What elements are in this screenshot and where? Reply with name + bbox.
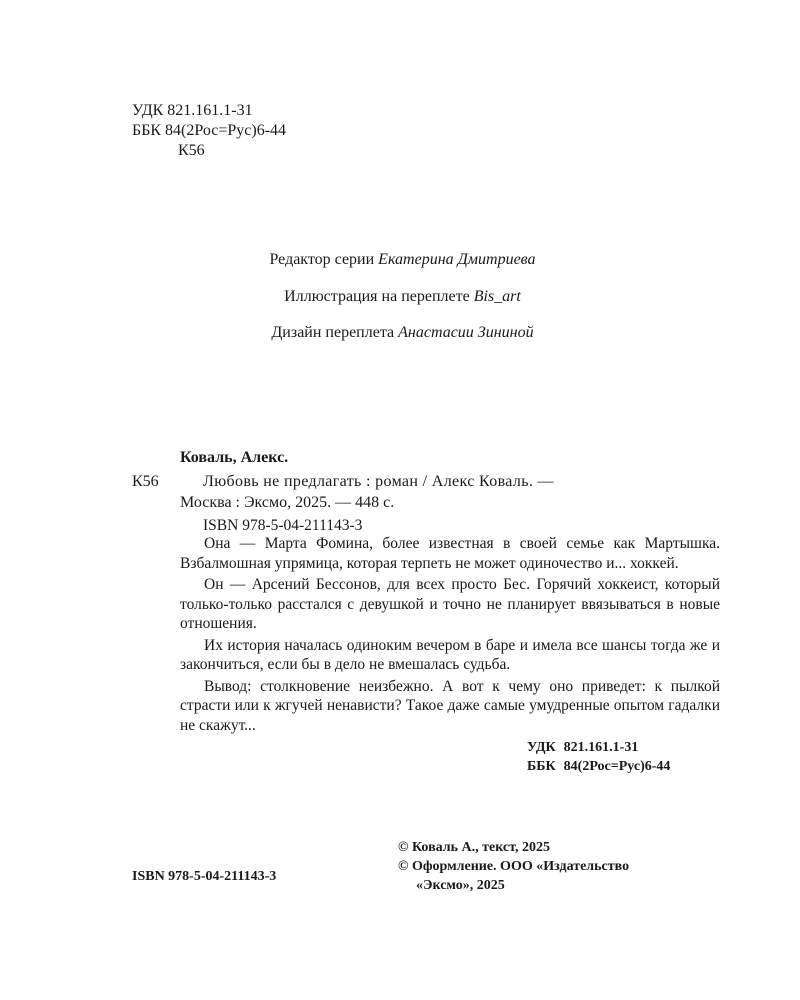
bbk-value: 84(2Рос=Рус)6-44 <box>563 759 671 774</box>
credit-person: Bis_art <box>473 288 521 305</box>
bbk-label: ББК <box>527 759 556 774</box>
bbk-code-bottom <box>527 757 670 776</box>
record-mark: К56 <box>132 473 159 490</box>
annotation-paragraph: Вывод: столкновение неизбежно. А вот к чему оно приведет: к пылкой страсти или к жгучей ненависти? Такое даже самые умудренные опытом гадалки не скажут... <box>180 677 720 734</box>
copyright-publisher: «Эксмо», 2025 <box>416 878 505 893</box>
copyright-design: © Оформление. ООО «Издательство <box>398 859 630 874</box>
credit-series-editor <box>0 250 800 270</box>
author-heading: Коваль, Алекс. <box>180 449 289 466</box>
bbk-code: ББК 84(2Рос=Рус)6-44 <box>132 122 287 139</box>
credit-role: Дизайн переплета <box>271 324 395 341</box>
annotation-paragraph: Она — Марта Фомина, более известная в своей семье как Мартышка. Взбалмошная упрямица, которая терпеть не может одиночество и... хоккей. <box>180 535 720 572</box>
credit-role: Иллюстрация на переплете <box>284 288 470 305</box>
credit-person: Екатерина Дмитриева <box>378 251 536 268</box>
footer-isbn: ISBN 978-5-04-211143-3 <box>132 869 277 884</box>
record-isbn: ISBN 978-5-04-211143-3 <box>203 517 363 534</box>
udk-code-bottom <box>527 738 638 757</box>
credit-role: Редактор серии <box>269 251 375 268</box>
record-title-line-2: Москва : Эксмо, 2025. — 448 с. <box>180 494 395 511</box>
udk-value: 821.161.1-31 <box>563 740 639 755</box>
record-title-line-1: Любовь не предлагать : роман / Алекс Коваль. — <box>203 473 554 490</box>
author-mark: К56 <box>178 142 205 159</box>
copyright-text: © Коваль А., текст, 2025 <box>398 840 550 855</box>
udk-code: УДК 821.161.1-31 <box>132 102 253 119</box>
annotation-paragraph: Их история началась одиноким вечером в баре и имела все шансы тогда же и закончиться, если бы в дело не вмешалась судьба. <box>180 636 720 673</box>
annotation-paragraph: Он — Арсений Бессонов, для всех просто Бес. Горячий хоккеист, который только-только расстался с девушкой и точно не планирует ввязываться в новые отношения. <box>180 576 720 632</box>
credit-cover-illustration <box>0 287 800 307</box>
credit-person: Анастасии Зининой <box>398 324 534 341</box>
udk-label: УДК <box>527 740 556 755</box>
credit-cover-design <box>0 323 800 343</box>
annotation <box>180 534 720 735</box>
